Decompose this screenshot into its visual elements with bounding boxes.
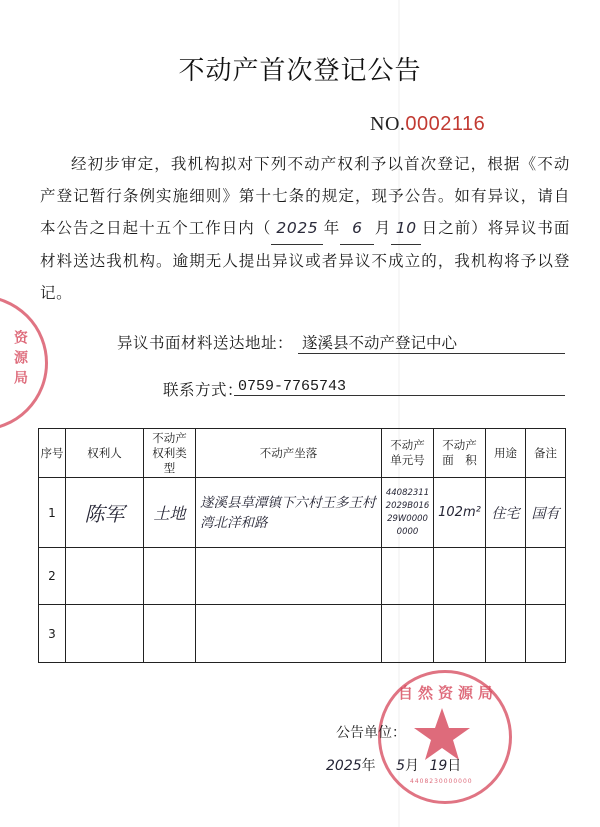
row-seq: 2 xyxy=(39,548,66,605)
deadline-day: 10 xyxy=(391,212,421,245)
row-holder xyxy=(66,548,144,605)
header-type: 不动产权利类型 xyxy=(144,429,196,478)
serial-value: 0002116 xyxy=(405,113,486,135)
row-use xyxy=(486,605,526,663)
issue-year-unit: 年 xyxy=(361,758,376,774)
issue-day: 19 xyxy=(429,758,448,774)
issue-month-unit: 月 xyxy=(405,758,420,774)
contact-value: 0759-7765743 xyxy=(234,378,565,396)
row-note xyxy=(526,548,566,605)
row-seq: 1 xyxy=(39,478,66,548)
deadline-day-unit: 日之前） xyxy=(421,219,488,237)
row-unit xyxy=(382,548,434,605)
row-location xyxy=(196,548,382,605)
row-area: 102m² xyxy=(434,478,486,548)
row-holder: 陈军 xyxy=(66,478,144,548)
header-area: 不动产面 积 xyxy=(434,429,486,478)
issue-month: 5 xyxy=(396,758,406,774)
contact-label: 联系方式： xyxy=(163,381,244,399)
header-seq: 序号 xyxy=(39,429,66,478)
serial-number xyxy=(370,113,485,136)
row-seq: 3 xyxy=(39,605,66,663)
row-use: 住宅 xyxy=(486,478,526,548)
deadline-year-unit: 年 xyxy=(323,219,341,237)
deadline-year: 2025 xyxy=(271,212,323,245)
issue-date xyxy=(326,755,461,775)
header-holder: 权利人 xyxy=(66,429,144,478)
row-note xyxy=(526,605,566,663)
row-location xyxy=(196,605,382,663)
row-note: 国有 xyxy=(526,478,566,548)
official-seal-code: 4408230000000 xyxy=(410,778,473,785)
issue-year: 2025 xyxy=(326,758,362,774)
row-holder xyxy=(66,605,144,663)
official-seal-text: 自然资源局 xyxy=(398,684,499,702)
table-row xyxy=(39,605,566,663)
table-row xyxy=(39,548,566,605)
body-part2: 将异议书面材料送达我机构。逾期无人提出异议或者异议不成立的，我机构将予以登记。 xyxy=(40,219,570,302)
row-area xyxy=(434,548,486,605)
row-area xyxy=(434,605,486,663)
address-label: 异议书面材料送达地址： xyxy=(117,334,294,352)
property-table xyxy=(38,428,566,663)
row-type xyxy=(144,605,196,663)
header-unit: 不动产单元号 xyxy=(382,429,434,478)
page-title: 不动产首次登记公告 xyxy=(178,56,422,86)
row-type xyxy=(144,548,196,605)
notice-body xyxy=(40,148,570,309)
left-seal-text: 资源局 xyxy=(12,330,28,390)
row-unit: 440823112029B01629W00000000 xyxy=(382,478,434,548)
table-header-row xyxy=(39,429,566,478)
issuer-label: 公告单位： xyxy=(336,725,406,741)
header-location: 不动产坐落 xyxy=(196,429,382,478)
deadline-month: 6 xyxy=(340,212,374,245)
deadline-month-unit: 月 xyxy=(374,219,392,237)
row-use xyxy=(486,548,526,605)
body-part1: 经初步审定，我机构拟对下列不动产权利予以首次登记，根据《不动产登记暂行条例实施细则》第十七条的规定，现予公告。如有异议，请自本公告之日起十五个工作日内（ xyxy=(40,155,570,237)
header-use: 用途 xyxy=(486,429,526,478)
serial-prefix: NO. xyxy=(370,113,406,135)
row-unit xyxy=(382,605,434,663)
table-row xyxy=(39,478,566,548)
address-value: 遂溪县不动产登记中心 xyxy=(298,331,565,354)
row-type: 土地 xyxy=(144,478,196,548)
issue-day-unit: 日 xyxy=(447,758,462,774)
header-note: 备注 xyxy=(526,429,566,478)
row-location: 遂溪县草潭镇下六村王多王村湾北洋和路 xyxy=(196,478,382,548)
